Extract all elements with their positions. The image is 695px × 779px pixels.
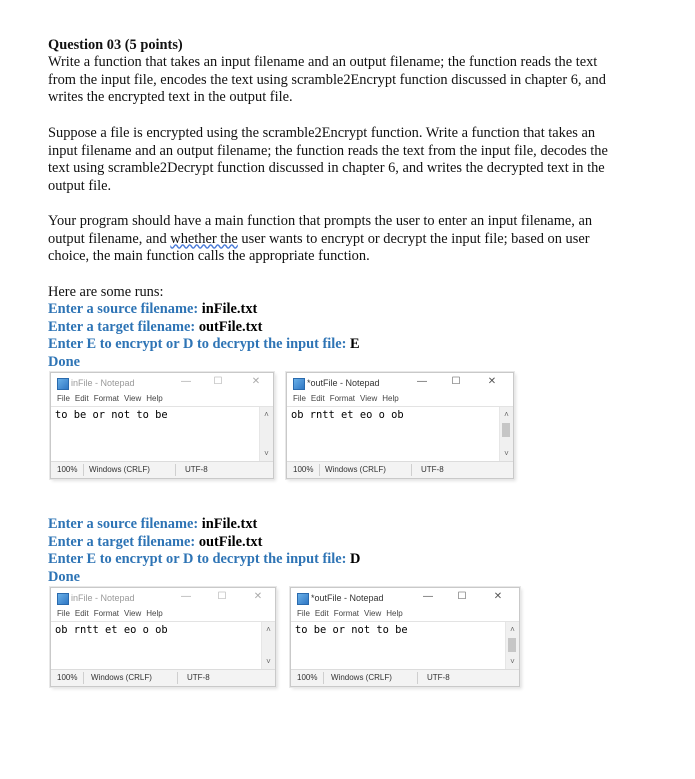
scroll-down-icon[interactable]: ˅ <box>510 657 515 666</box>
close-icon[interactable]: ✕ <box>251 376 261 387</box>
window-title: *outFile - Notepad <box>311 593 384 603</box>
maximize-icon[interactable]: ☐ <box>213 376 223 387</box>
close-icon[interactable]: ✕ <box>253 591 263 602</box>
run2-outfile-notepad[interactable] <box>290 587 520 687</box>
vertical-scrollbar[interactable] <box>505 622 519 670</box>
run1-infile-notepad[interactable] <box>50 372 274 479</box>
maximize-icon[interactable]: ☐ <box>217 591 227 602</box>
para3-line2 <box>48 231 592 249</box>
maximize-icon[interactable]: ☐ <box>451 376 461 387</box>
scroll-down-icon[interactable]: ˅ <box>504 449 509 458</box>
vertical-scrollbar[interactable] <box>259 407 273 462</box>
text-editor[interactable] <box>51 621 275 670</box>
status-encoding: UTF-8 <box>185 465 208 474</box>
run2-source-prompt: Enter a source filename: <box>48 516 199 532</box>
menu-file[interactable]: File <box>57 394 70 403</box>
status-zoom: 100% <box>57 465 78 474</box>
window-title: *outFile - Notepad <box>307 378 380 388</box>
run1-source-value: inFile.txt <box>201 301 258 317</box>
para1-line3: writes the encrypted text in the output file. <box>48 89 293 105</box>
run2-target-prompt: Enter a target filename: <box>48 533 196 550</box>
editor-text: to be or not to be <box>295 624 408 636</box>
notepad-app-icon <box>297 593 309 605</box>
maximize-icon[interactable]: ☐ <box>457 591 467 602</box>
run1-source-prompt: Enter a source filename: <box>48 301 199 317</box>
minimize-icon[interactable]: — <box>417 376 427 387</box>
run2-mode-prompt: Enter E to encrypt or D to decrypt the input file: <box>48 551 347 567</box>
menu-bar <box>287 393 513 405</box>
menu-edit[interactable]: Edit <box>74 394 89 403</box>
para3-line2-end: user wants to encrypt or decrypt the input file; based on user <box>237 230 590 247</box>
para2-line2: input filename and an output filename; the function reads the text from the input file, decodes the <box>48 142 608 159</box>
status-zoom: 100% <box>57 673 78 682</box>
para3-line1: Your program should have a main function that prompts the user to enter an input filename, an <box>48 213 593 229</box>
para3-line2-start: output filename, and <box>48 230 171 247</box>
menu-view[interactable]: View <box>364 609 382 618</box>
question-title: Question 03 (5 points) <box>48 37 183 53</box>
paragraph-3 <box>48 213 592 266</box>
editor-text: ob rntt et eo o ob <box>291 409 404 421</box>
menu-format[interactable]: Format <box>93 394 120 403</box>
title-bar[interactable] <box>51 373 273 393</box>
status-zoom: 100% <box>297 673 318 682</box>
status-bar <box>51 461 273 478</box>
menu-format[interactable]: Format <box>329 394 356 403</box>
menu-file[interactable]: File <box>297 609 310 618</box>
status-zoom: 100% <box>293 465 314 474</box>
menu-help[interactable]: Help <box>382 394 399 403</box>
scroll-up-icon[interactable]: ˄ <box>510 625 515 634</box>
run2-target-value: outFile.txt <box>198 533 263 550</box>
menu-edit[interactable]: Edit <box>310 394 325 403</box>
para3-line3: choice, the main function calls the appropriate function. <box>48 248 370 264</box>
para2-line3: text using scramble2Decrypt function discussed in chapter 6, and writes the decrypted text in the <box>48 160 605 176</box>
editor-text: ob rntt et eo o ob <box>55 624 168 636</box>
run1-outfile-notepad[interactable] <box>286 372 514 479</box>
menu-bar <box>51 608 275 620</box>
title-bar[interactable] <box>51 588 275 608</box>
text-editor[interactable] <box>51 406 273 462</box>
window-title: inFile - Notepad <box>71 378 135 388</box>
status-bar <box>291 669 519 686</box>
status-bar <box>287 461 513 478</box>
menu-edit[interactable]: Edit <box>74 609 89 618</box>
run2-mode-value: D <box>350 551 361 567</box>
menu-view[interactable]: View <box>360 394 378 403</box>
run1-target-prompt: Enter a target filename: <box>48 318 196 335</box>
minimize-icon[interactable]: — <box>181 591 191 602</box>
title-bar[interactable] <box>287 373 513 393</box>
menu-help[interactable]: Help <box>146 609 163 618</box>
close-icon[interactable]: ✕ <box>487 376 497 387</box>
para2-line4: output file. <box>48 177 112 194</box>
run2-infile-notepad[interactable] <box>50 587 276 687</box>
menu-view[interactable]: View <box>124 394 142 403</box>
scroll-up-icon[interactable]: ˄ <box>504 410 509 419</box>
status-encoding: UTF-8 <box>421 465 444 474</box>
scroll-up-icon[interactable]: ˄ <box>266 625 271 634</box>
menu-format[interactable]: Format <box>93 609 120 618</box>
editor-text: to be or not to be <box>55 409 168 421</box>
close-icon[interactable]: ✕ <box>493 591 503 602</box>
menu-help[interactable]: Help <box>386 609 403 618</box>
minimize-icon[interactable]: — <box>423 591 433 602</box>
para2-line1: Suppose a file is encrypted using the scramble2Encrypt function. Write a function that takes an <box>48 125 596 141</box>
menu-bar <box>51 393 273 405</box>
menu-format[interactable]: Format <box>333 609 360 618</box>
paragraph-1 <box>48 54 606 107</box>
run1-target-value: outFile.txt <box>198 318 263 335</box>
menu-file[interactable]: File <box>57 609 70 618</box>
menu-edit[interactable]: Edit <box>314 609 329 618</box>
scroll-thumb[interactable] <box>502 423 510 437</box>
paragraph-2 <box>48 125 608 195</box>
run2-source-value: inFile.txt <box>201 516 258 532</box>
run1-transcript <box>48 301 360 371</box>
para1-line2: from the input file, encodes the text using scramble2Encrypt function discussed in chapter 6, and <box>48 71 606 88</box>
notepad-app-icon <box>57 593 69 605</box>
window-title: inFile - Notepad <box>71 593 135 603</box>
runs-intro: Here are some runs: <box>48 284 164 300</box>
menu-bar <box>291 608 519 620</box>
notepad-app-icon <box>57 378 69 390</box>
scroll-down-icon[interactable]: ˅ <box>264 449 269 458</box>
status-eol: Windows (CRLF) <box>325 465 386 474</box>
scroll-thumb[interactable] <box>508 638 516 652</box>
text-editor[interactable] <box>287 406 513 462</box>
title-bar[interactable] <box>291 588 519 608</box>
notepad-app-icon <box>293 378 305 390</box>
menu-file[interactable]: File <box>293 394 306 403</box>
vertical-scrollbar[interactable] <box>261 622 275 670</box>
status-eol: Windows (CRLF) <box>331 673 392 682</box>
status-encoding: UTF-8 <box>187 673 210 682</box>
run1-mode-prompt: Enter E to encrypt or D to decrypt the input file: <box>48 336 347 352</box>
run1-done: Done <box>48 353 80 370</box>
menu-help[interactable]: Help <box>146 394 163 403</box>
status-eol: Windows (CRLF) <box>89 465 150 474</box>
run1-mode-value: E <box>350 336 360 352</box>
menu-view[interactable]: View <box>124 609 142 618</box>
vertical-scrollbar[interactable] <box>499 407 513 462</box>
status-bar <box>51 669 275 686</box>
status-eol: Windows (CRLF) <box>91 673 152 682</box>
minimize-icon[interactable]: — <box>181 376 191 387</box>
run2-transcript <box>48 516 360 586</box>
scroll-down-icon[interactable]: ˅ <box>266 657 271 666</box>
scroll-up-icon[interactable]: ˄ <box>264 410 269 419</box>
text-editor[interactable] <box>291 621 519 670</box>
spellcheck-underlined-text: whether the <box>170 230 238 247</box>
run2-done: Done <box>48 568 80 585</box>
status-encoding: UTF-8 <box>427 673 450 682</box>
para1-line1: Write a function that takes an input filename and an output filename; the function reads the text <box>48 54 598 70</box>
